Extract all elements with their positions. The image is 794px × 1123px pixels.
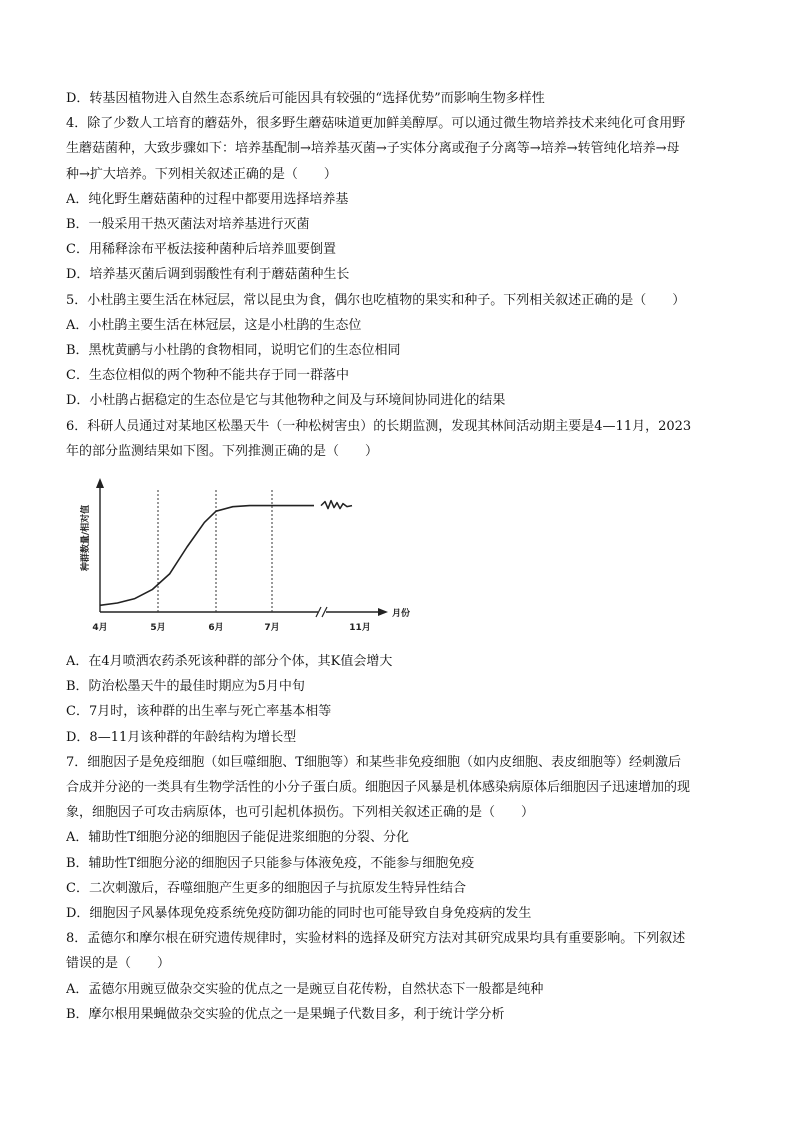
- text-line-b5: 7．细胞因子是免疫细胞（如巨噬细胞、T细胞等）和某些非免疫细胞（如内皮细胞、表皮细胞等）经刺激后: [66, 754, 681, 770]
- text-line-b2: B．防治松墨天牛的最佳时期应为5月中旬: [66, 679, 305, 695]
- text-line-b15: B．摩尔根用果蝇做杂交实验的优点之一是果蝇子代数目多，利于统计学分析: [66, 1006, 505, 1022]
- x-tick-label-5: 11月: [349, 623, 371, 633]
- text-line-2: 4．除了少数人工培育的蘑菇外，很多野生蘑菇味道更加鲜美醇厚。可以通过微生物培养技术来纯化可食用野: [66, 116, 686, 132]
- text-line-9: 5．小杜鹃主要生活在林冠层，常以昆虫为食，偶尔也吃植物的果实和种子。下列相关叙述正确的是（ ）: [66, 292, 686, 308]
- text-line-1: D．转基因植物进入自然生态系统后可能因具有较强的“选择优势”而影响生物多样性: [66, 91, 545, 106]
- text-line-b12: 8．孟德尔和摩尔根在研究遗传规律时，实验材料的选择及研究方法对其研究成果均具有重要影响。下列叙述: [66, 931, 686, 947]
- text-line-6: B．一般采用干热灭菌法对培养基进行灭菌: [66, 217, 310, 232]
- text-line-b4: D．8—11月该种群的年龄结构为增长型: [66, 729, 297, 745]
- text-line-14: 6．科研人员通过对某地区松墨天牛（一种松树害虫）的长期监测，发现其林间活动期主要是4—11月，2023: [66, 418, 692, 434]
- y-axis-arrow: [96, 478, 104, 488]
- text-line-b14: A．孟德尔用豌豆做杂交实验的优点之一是豌豆自花传粉，自然状态下一般都是纯种: [66, 981, 544, 997]
- x-axis-label: 月份: [392, 609, 411, 619]
- text-line-b10: C．二次刺激后，吞噬细胞产生更多的细胞因子与抗原发生特异性结合: [66, 880, 466, 896]
- text-line-4: 种→扩大培养。下列相关叙述正确的是（ ）: [66, 166, 337, 182]
- text-line-b11: D．细胞因子风暴体现免疫系统免疫防御功能的同时也可能导致自身免疫病的发生: [66, 906, 532, 921]
- y-axis-label: 种群数量/相对值: [81, 504, 91, 572]
- x-axis-arrow: [378, 608, 388, 616]
- x-tick-label-2: 5月: [150, 623, 166, 633]
- text-line-b1: A．在4月喷洒农药杀死该种群的部分个体，其K值会增大: [66, 654, 393, 669]
- population-chart: [66, 470, 426, 640]
- text-line-b8: A．辅助性T细胞分泌的细胞因子能促进浆细胞的分裂、分化: [66, 830, 410, 846]
- population-curve: [100, 506, 314, 606]
- x-tick-label-1: 4月: [92, 623, 108, 633]
- population-chart-svg: [66, 470, 426, 640]
- text-line-b3: C．7月时，该种群的出生率与死亡率基本相等: [66, 704, 332, 720]
- text-line-12: C．生态位相似的两个物种不能共存于同一群落中: [66, 368, 349, 384]
- text-line-b6: 合成并分泌的一类具有生物学活性的小分子蛋白质。细胞因子风暴是机体感染病原体后细胞因子迅速增加的现: [66, 780, 691, 795]
- text-line-5: A．纯化野生蘑菇菌种的过程中都要用选择培养基: [66, 191, 349, 207]
- text-line-3: 生蘑菇菌种，大致步骤如下：培养基配制→培养基灭菌→子实体分离或孢子分离等→培养→转管纯化培养→母: [66, 141, 680, 157]
- text-line-b9: B．辅助性T细胞分泌的细胞因子只能参与体液免疫，不能参与细胞免疫: [66, 855, 475, 871]
- population-fluctuation: [321, 501, 352, 509]
- text-line-10: A．小杜鹃主要生活在林冠层，这是小杜鹃的生态位: [66, 317, 362, 333]
- x-tick-label-4: 7月: [264, 623, 280, 633]
- x-tick-label-3: 6月: [208, 623, 224, 633]
- text-line-7: C．用稀释涂布平板法接种菌种后培养皿要倒置: [66, 242, 336, 258]
- text-line-15: 年的部分监测结果如下图。下列推测正确的是（ ）: [66, 443, 379, 459]
- text-line-b7: 象，细胞因子可攻击病原体，也可引起机体损伤。下列相关叙述正确的是（ ）: [66, 805, 535, 821]
- text-line-11: B．黑枕黄鹂与小杜鹃的食物相同，说明它们的生态位相同: [66, 343, 401, 358]
- text-line-8: D．培养基灭菌后调到弱酸性有利于蘑菇菌种生长: [66, 267, 350, 283]
- text-line-b13: 错误的是（ ）: [66, 956, 171, 972]
- text-line-13: D．小杜鹃占据稳定的生态位是它与其他物种之间及与环境间协同进化的结果: [66, 393, 506, 409]
